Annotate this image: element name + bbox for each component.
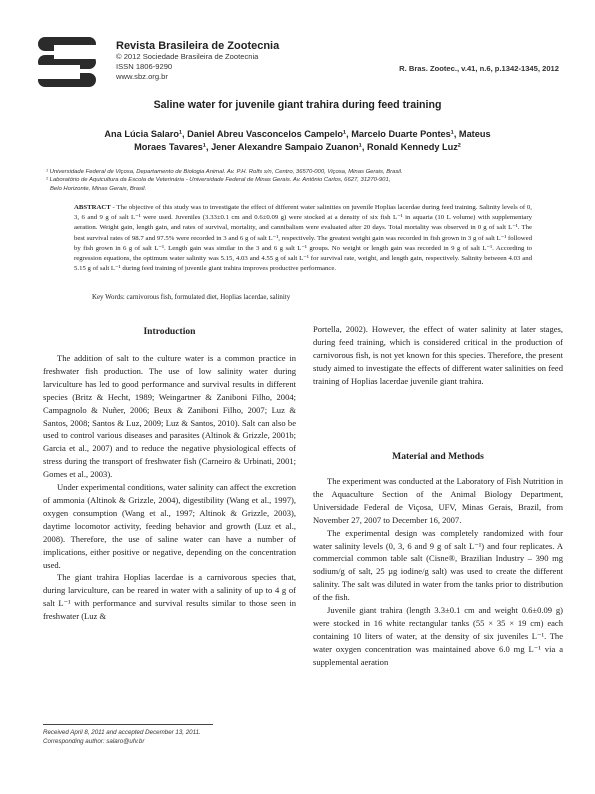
left-column: [43, 352, 296, 623]
affiliation-1: ¹ Universidade Federal de Viçosa, Departamento de Biologia Animal. Av. P.H. Rolfs s/n, Centro, 36570-000, Viçosa, Minas Gerais, Brasil.: [46, 169, 403, 175]
footnotes: [43, 729, 201, 746]
intro-paragraph: Under experimental conditions, water salinity can affect the excretion of ammonia (Altinok & Grizzle, 2004), digestibility (Wang et al., 1997), oxygen consumption (Wang et al., 1997; Altinok & Grizzle, 2003), daytime locomotor activity, feeding behavior and growth (Luz et al., 2008). Therefore, the use of saline water can have a number of implications, either positive or negative, depending on the concentration used.: [43, 482, 296, 570]
intro-paragraph: The giant trahira Hoplias lacerdae is a carnivorous species that, during larviculture, can be reared in water with a salinity of up to 4 g of salt L⁻¹ with performance and survival results similar to those seen in freshwater (Luz &: [43, 572, 296, 622]
intro-paragraph: The addition of salt to the culture water is a common practice in freshwater fish production. The use of low salinity water during larviculture has led to good performance and survival results in different species (Britz & Hecht, 1989; Weingartner & Zaniboni Filho, 2004; Campagnolo & Nuñer, 2006; Beux & Zaniboni Filho, 2007; Luz & Santos, 2008; Santos & Luz, 2009; Luz & Santos, 2010). Salt can also be used to control various diseases and parasites (Altinok & Grizzle, 2001b; Garcia et al., 2007) and to reduce the negative physiological effects of stress during the transport of freshwater fish (Carneiro & Urbinati, 2001; Gomes et al., 2003).: [43, 353, 296, 480]
copyright-line: © 2012 Sociedade Brasileira de Zootecnia: [116, 52, 259, 61]
journal-citation: R. Bras. Zootec., v.41, n.6, p.1342-1345, 2012: [399, 64, 559, 73]
methods-paragraph: Juvenile giant trahira (length 3.3±0.1 cm and weight 0.6±0.09 g) were stocked in 16 white rectangular tanks (55 × 35 × 19 cm) each containing 10 liters of water, at the density of six juveniles L⁻¹. The water oxygen concentration was maintained above 6.0 mg L⁻¹ via a supplemental aeration: [313, 605, 563, 667]
methods-paragraph: The experimental design was completely randomized with four water salinity levels (0, 3, 6 and 9 g of salt L⁻¹) and four replicates. A commercial common table salt (Cisne®, Brazilian Industry – 390 mg sodium/g of salt, 25 µg iodine/g salt) was used to create the different salinity. The salt was diluted in water from the tanks prior to distribution of the fish.: [313, 527, 563, 603]
received-note: Received April 8, 2011 and accepted December 13, 2011.: [43, 729, 201, 736]
affiliations: [46, 168, 566, 193]
authors-line-2: Moraes Tavares¹, Jener Alexandre Sampaio Zuanon¹, Ronald Kennedy Luz²: [134, 142, 461, 152]
issn-line: ISSN 1806-9290: [116, 62, 173, 71]
corresponding-author: Corresponding author: salaro@ufv.br: [43, 737, 145, 745]
journal-name: Revista Brasileira de Zootecnia: [116, 40, 280, 52]
methods-paragraph: The experiment was conducted at the Laboratory of Fish Nutrition in the Aquaculture Section of the Animal Biology Department, Universidade Federal de Viçosa, UFV, Minas Gerais, Brazil, from November 27, 2007 to December 16, 2007.: [313, 476, 563, 525]
footnote-divider: [43, 724, 213, 725]
right-column-continuation: [313, 323, 563, 388]
sbz-logo-icon: [36, 34, 98, 90]
introduction-heading: Introduction: [143, 326, 196, 337]
affiliation-2: ² Laboratório de Aquicultura da Escola de Veterinária - Universidade Federal de Minas Gerais. Av. Antônio Carlos, 6627, 31270-901,: [46, 177, 391, 184]
abstract-text: - The objective of this study was to investigate the effect of different water salinities on juvenile Hoplias lacerdae during feed training. Salinity levels of 0, 3, 6 and 9 g of salt L⁻¹ were used. Juveniles (3.33±0.1 cm and 0.6±0.09 g) were stocked at a density of six fish L⁻¹ in aquaria (10 L volume) with supplementary aeration. Weight gain, length gain, and rates of survival, mortality, and cannibalism were evaluated after 20 days. Total mortality was observed in 0 g of salt L⁻¹. The best survival rates of 98.7 and 97.5% were recorded in 3 and 6 g of salt L⁻¹, respectively. The greatest weight gain was recorded in fish grown in 3 g of salt L⁻¹ followed by fish grown in 6 g of salt L⁻¹. Length gain was similar in the 3 and 6 g salt L⁻¹ groups. No weight or length gain was recorded in 9 g of salt L⁻¹. According to regression equations, the optimum water salinity was 5.15, 4.03 and 4.55 g of salt L⁻¹ for survival rate, weight, and length gain, respectively. Salinity between 4.03 and 5.15 g of salt L⁻¹ during feed training of juvenile giant trahira improves productive performance.: [74, 204, 532, 273]
website-link[interactable]: www.sbz.org.br: [116, 72, 168, 81]
keywords: Key Words: carnivorous fish, formulated diet, Hoplias lacerdae, salinity: [92, 294, 291, 301]
journal-header: [36, 28, 559, 94]
authors-line-1: Ana Lúcia Salaro¹, Daniel Abreu Vasconcelos Campelo¹, Marcelo Duarte Pontes¹, Mateus: [104, 129, 491, 139]
affiliation-2-continued: Belo Horizonte, Minas Gerais, Brasil.: [50, 185, 147, 192]
intro-paragraph-continued: Portella, 2002). However, the effect of water salinity at later stages, during feed training, which is considered critical in the production of carnivorous fish, is not yet known for this species. Therefore, the present study aimed to investigate the effects of different water salinities on feed training of Hoplias lacerdae juvenile giant trahira.: [313, 324, 563, 386]
methods-column: [313, 475, 563, 669]
abstract-label: ABSTRACT: [74, 204, 111, 211]
abstract: [74, 203, 532, 274]
author-list: [80, 128, 515, 154]
methods-heading: Material and Methods: [392, 451, 484, 462]
article-title: Saline water for juvenile giant trahira during feed training: [153, 99, 442, 111]
